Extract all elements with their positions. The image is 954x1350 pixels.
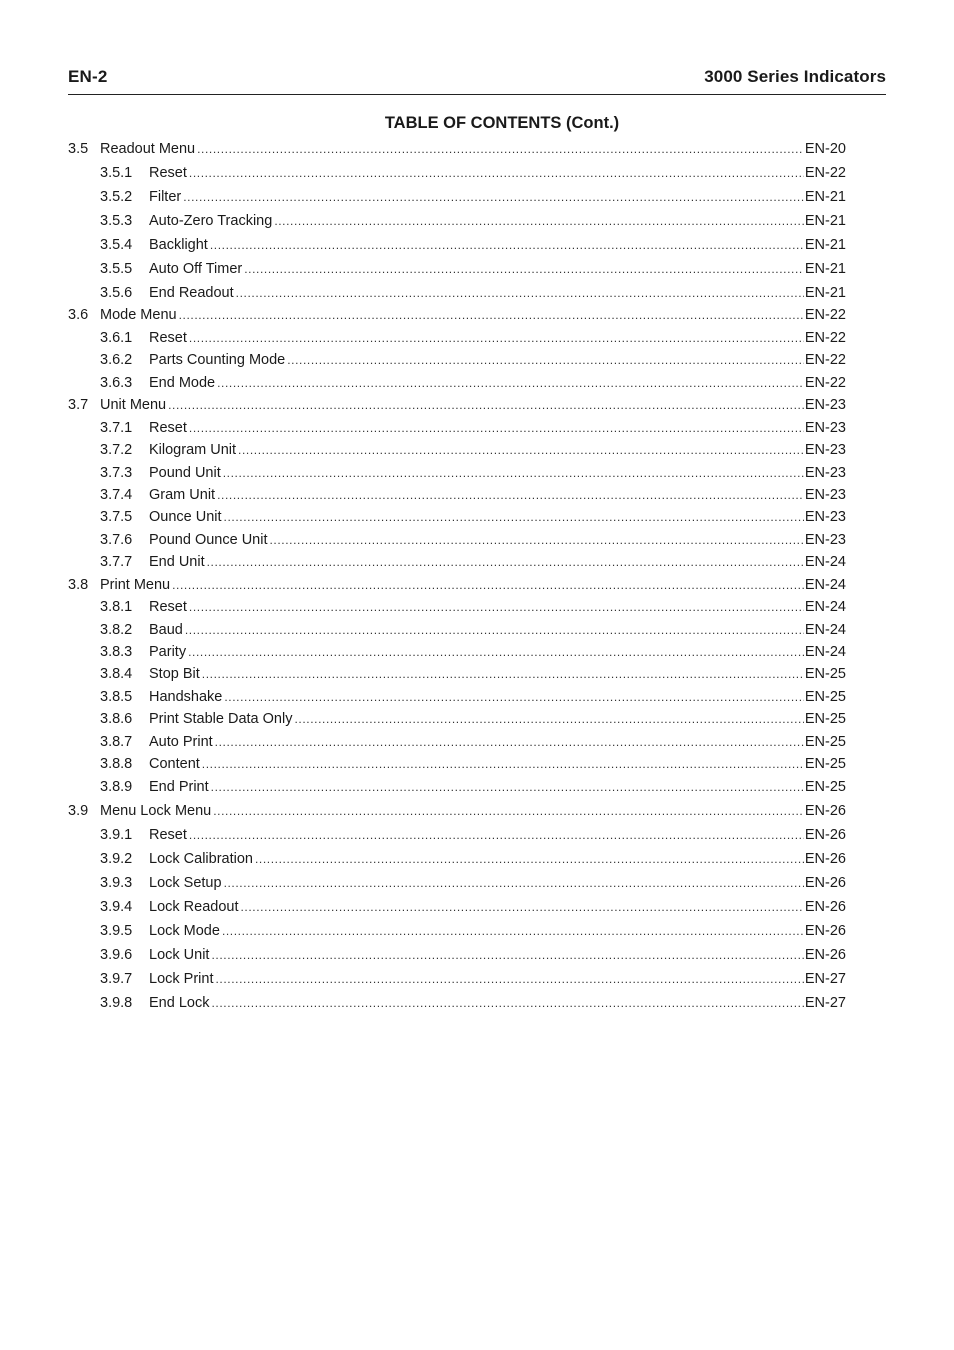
toc-entry[interactable] [100, 777, 846, 797]
toc-entry-number: 3.5.6 [100, 285, 133, 301]
toc-entry-label: Reset [149, 420, 187, 436]
toc-entry-label: Baud [149, 622, 183, 638]
toc-entry-label: Parts Counting Mode [149, 352, 286, 368]
dot-leader [287, 350, 804, 370]
toc-entry-page: EN-21 [804, 285, 846, 301]
toc-entry-label: Content [149, 756, 200, 772]
dot-leader [168, 395, 804, 415]
toc-entry-label: Gram Unit [149, 487, 216, 503]
toc-entry-label: Reset [149, 330, 187, 346]
toc-entry-label: Unit Menu [100, 397, 167, 413]
toc-entry-label: Lock Unit [149, 947, 210, 963]
toc-entry-page: EN-26 [804, 899, 846, 915]
dot-leader [223, 463, 804, 483]
toc-entry-page: EN-24 [804, 599, 846, 615]
toc-entry-page: EN-22 [804, 330, 846, 346]
toc-entry[interactable] [100, 211, 846, 231]
dot-leader [188, 642, 804, 662]
toc-entry[interactable] [100, 687, 846, 707]
toc-entry-page: EN-24 [804, 577, 846, 593]
dot-leader [217, 373, 804, 393]
document-title: 3000 Series Indicators [704, 67, 886, 86]
dot-leader [210, 235, 804, 255]
toc-entry[interactable] [100, 709, 846, 729]
toc-entry-label: Kilogram Unit [149, 442, 237, 458]
toc-entry-number: 3.8.7 [100, 734, 133, 750]
toc-entry[interactable] [100, 620, 846, 640]
dot-leader [172, 575, 804, 595]
toc-entry-number: 3.9.5 [100, 923, 133, 939]
toc-entry-page: EN-22 [804, 165, 846, 181]
toc-entry-page: EN-23 [804, 442, 846, 458]
toc-entry-number: 3.9.4 [100, 899, 133, 915]
dot-leader [224, 687, 804, 707]
toc-entry-page: EN-25 [804, 734, 846, 750]
toc-entry-number: 3.8.1 [100, 599, 133, 615]
toc-entry[interactable] [100, 993, 846, 1013]
page-number: EN-2 [68, 67, 108, 86]
toc-entry-label: End Mode [149, 375, 216, 391]
toc-entry-number: 3.7 [68, 397, 89, 413]
toc-entry-number: 3.6 [68, 307, 89, 323]
dot-leader [224, 507, 804, 527]
toc-entry[interactable] [100, 642, 846, 662]
dot-leader [244, 259, 804, 279]
dot-leader [215, 969, 803, 989]
toc-entry-number: 3.9 [68, 803, 89, 819]
dot-leader [213, 801, 804, 821]
toc-entry[interactable] [100, 664, 846, 684]
toc-entry[interactable] [100, 552, 846, 572]
toc-entry-number: 3.7.4 [100, 487, 133, 503]
toc-entry-number: 3.5.3 [100, 213, 133, 229]
toc-entry-number: 3.6.2 [100, 352, 133, 368]
toc-entry-label: Auto Off Timer [149, 261, 243, 277]
toc-entry-label: Lock Print [149, 971, 214, 987]
toc-entry-page: EN-25 [804, 666, 846, 682]
toc-entry[interactable] [68, 575, 846, 595]
dot-leader [222, 921, 804, 941]
dot-leader [185, 620, 804, 640]
toc-entry[interactable] [100, 163, 846, 183]
toc-entry-page: EN-26 [804, 803, 846, 819]
dot-leader [189, 825, 804, 845]
dot-leader [274, 211, 804, 231]
dot-leader [238, 440, 804, 460]
dot-leader [189, 597, 804, 617]
toc-entry-page: EN-23 [804, 487, 846, 503]
dot-leader [224, 873, 804, 893]
toc-entry-page: EN-26 [804, 923, 846, 939]
toc-entry-label: Menu Lock Menu [100, 803, 212, 819]
toc-entry[interactable] [100, 418, 846, 438]
toc-entry-page: EN-24 [804, 644, 846, 660]
toc-entry[interactable] [68, 305, 846, 325]
toc-entry-label: Lock Mode [149, 923, 220, 939]
toc-entry-number: 3.8.6 [100, 711, 133, 727]
toc-entry-number: 3.5 [68, 141, 89, 157]
dot-leader [189, 163, 804, 183]
toc-entry-page: EN-25 [804, 779, 846, 795]
toc-entry-page: EN-22 [804, 375, 846, 391]
toc-entry-number: 3.9.8 [100, 995, 133, 1011]
toc-entry-label: Lock Readout [149, 899, 239, 915]
toc-entry-label: End Print [149, 779, 209, 795]
toc-entry[interactable] [100, 373, 846, 393]
toc-entry-page: EN-27 [804, 995, 846, 1011]
toc-entry[interactable] [100, 485, 846, 505]
dot-leader [211, 777, 804, 797]
toc-entry-number: 3.9.7 [100, 971, 133, 987]
toc-entry-number: 3.8.9 [100, 779, 133, 795]
toc-entry-number: 3.8.4 [100, 666, 133, 682]
dot-leader [211, 993, 803, 1013]
toc-entry[interactable] [100, 754, 846, 774]
toc-entry[interactable] [100, 463, 846, 483]
toc-entry[interactable] [100, 849, 846, 869]
toc-entry-page: EN-23 [804, 509, 846, 525]
page-header [68, 64, 886, 95]
toc-entry-label: Print Stable Data Only [149, 711, 293, 727]
toc-entry[interactable] [100, 187, 846, 207]
toc-entry-page: EN-21 [804, 189, 846, 205]
toc-entry-number: 3.5.2 [100, 189, 133, 205]
toc-entry-number: 3.9.1 [100, 827, 133, 843]
toc-entry-page: EN-21 [804, 213, 846, 229]
toc-entry-page: EN-24 [804, 622, 846, 638]
dot-leader [215, 732, 804, 752]
toc-entry-label: Pound Ounce Unit [149, 532, 268, 548]
toc-entry-number: 3.7.6 [100, 532, 133, 548]
toc-entry-label: Auto Print [149, 734, 213, 750]
dot-leader [211, 945, 803, 965]
toc-entry-page: EN-26 [804, 851, 846, 867]
toc-entry-page: EN-22 [804, 307, 846, 323]
toc-entry-page: EN-26 [804, 947, 846, 963]
toc-entry[interactable] [100, 732, 846, 752]
toc-entry-page: EN-22 [804, 352, 846, 368]
toc-entry-number: 3.7.2 [100, 442, 133, 458]
toc-entry-page: EN-24 [804, 554, 846, 570]
toc-entry-number: 3.6.1 [100, 330, 133, 346]
dot-leader [202, 754, 804, 774]
toc-entry-number: 3.8.3 [100, 644, 133, 660]
dot-leader [207, 552, 804, 572]
toc-entry-page: EN-26 [804, 875, 846, 891]
toc-entry-page: EN-20 [804, 141, 846, 157]
toc-entry-number: 3.8.8 [100, 756, 133, 772]
toc-entry-label: End Lock [149, 995, 210, 1011]
toc-entry[interactable] [100, 897, 846, 917]
toc-entry[interactable] [100, 440, 846, 460]
toc-entry-label: Auto-Zero Tracking [149, 213, 273, 229]
toc-entry[interactable] [100, 328, 846, 348]
toc-entry-page: EN-26 [804, 827, 846, 843]
dot-leader [236, 283, 804, 303]
toc-entry[interactable] [100, 597, 846, 617]
toc-entry[interactable] [100, 825, 846, 845]
toc-entry-number: 3.8 [68, 577, 89, 593]
dot-leader [255, 849, 804, 869]
toc-entry[interactable] [100, 507, 846, 527]
toc-entry-label: Lock Setup [149, 875, 222, 891]
toc-entry[interactable] [68, 801, 846, 821]
dot-leader [179, 305, 804, 325]
toc-entry-number: 3.5.1 [100, 165, 133, 181]
toc-entry-label: Reset [149, 827, 187, 843]
toc-entry[interactable] [100, 283, 846, 303]
toc-entry-label: Backlight [149, 237, 208, 253]
toc-entry-page: EN-23 [804, 532, 846, 548]
toc-entry-number: 3.9.6 [100, 947, 133, 963]
toc-entry-number: 3.9.3 [100, 875, 133, 891]
toc-entry-label: Mode Menu [100, 307, 177, 323]
toc-entry[interactable] [100, 969, 846, 989]
toc-entry[interactable] [100, 873, 846, 893]
toc-entry-label: Pound Unit [149, 465, 221, 481]
toc-entry-page: EN-23 [804, 420, 846, 436]
toc-entry-label: Readout Menu [100, 141, 196, 157]
toc-entry-page: EN-21 [804, 261, 846, 277]
toc-entry-number: 3.9.2 [100, 851, 133, 867]
dot-leader [197, 139, 804, 159]
toc-entry-page: EN-23 [804, 397, 846, 413]
dot-leader [217, 485, 804, 505]
toc-entry-label: Stop Bit [149, 666, 200, 682]
toc-title: TABLE OF CONTENTS (Cont.) [384, 114, 620, 132]
toc-entry-label: End Readout [149, 285, 234, 301]
dot-leader [270, 530, 804, 550]
toc-entry-number: 3.5.5 [100, 261, 133, 277]
toc-entry-number: 3.7.7 [100, 554, 133, 570]
toc-entry-label: Ounce Unit [149, 509, 222, 525]
dot-leader [294, 709, 803, 729]
toc-entry-page: EN-27 [804, 971, 846, 987]
dot-leader [189, 418, 804, 438]
toc-entry[interactable] [68, 139, 846, 159]
toc-entry-label: Handshake [149, 689, 223, 705]
toc-entry[interactable] [100, 350, 846, 370]
toc-entry-label: Parity [149, 644, 187, 660]
toc-entry-number: 3.5.4 [100, 237, 133, 253]
toc-entry-number: 3.7.1 [100, 420, 133, 436]
toc-entry-label: Reset [149, 599, 187, 615]
dot-leader [189, 328, 804, 348]
dot-leader [202, 664, 804, 684]
toc-entry-label: Print Menu [100, 577, 171, 593]
toc-entry-label: Lock Calibration [149, 851, 253, 867]
toc-entry-page: EN-21 [804, 237, 846, 253]
toc-entry-number: 3.8.5 [100, 689, 133, 705]
toc-entry-page: EN-25 [804, 711, 846, 727]
toc-entry[interactable] [100, 921, 846, 941]
dot-leader [240, 897, 803, 917]
toc-entry-page: EN-25 [804, 756, 846, 772]
toc-entry-number: 3.6.3 [100, 375, 133, 391]
toc-entry-number: 3.8.2 [100, 622, 133, 638]
toc-entry-label: Reset [149, 165, 187, 181]
dot-leader [183, 187, 804, 207]
toc-entry-label: Filter [149, 189, 182, 205]
toc-entry-page: EN-25 [804, 689, 846, 705]
toc-entry-number: 3.7.5 [100, 509, 133, 525]
toc-entry[interactable] [68, 395, 846, 415]
toc-entry-number: 3.7.3 [100, 465, 133, 481]
toc-entry[interactable] [100, 945, 846, 965]
toc-entry[interactable] [100, 530, 846, 550]
toc-entry-page: EN-23 [804, 465, 846, 481]
toc-entry-label: End Unit [149, 554, 205, 570]
toc-entry[interactable] [100, 259, 846, 279]
toc-entry[interactable] [100, 235, 846, 255]
